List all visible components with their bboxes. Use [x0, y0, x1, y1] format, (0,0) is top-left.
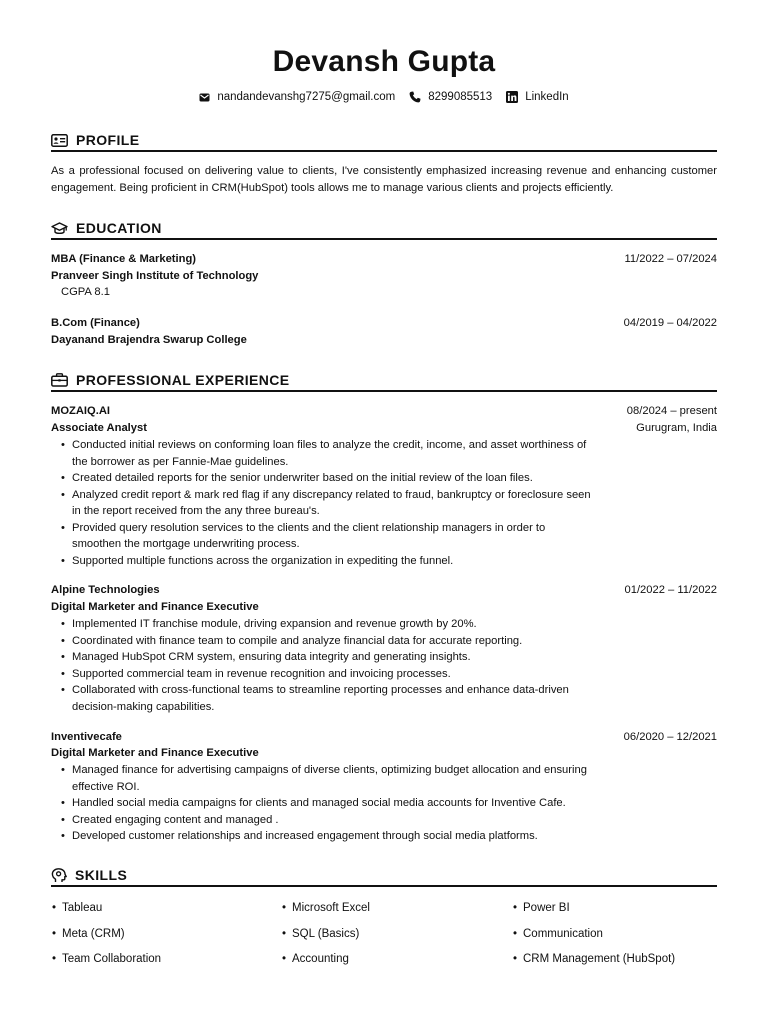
job-location: Gurugram, India	[636, 422, 717, 434]
job-dates: 06/2020 – 12/2021	[623, 731, 717, 743]
company-name: MOZAIQ.AI	[51, 405, 111, 417]
education-school: Pranveer Singh Institute of Technology	[51, 270, 259, 282]
education-section-title: EDUCATION	[76, 220, 162, 236]
list-item: • Collaborated with cross-functional teams to streamline reporting processes and enhance data-driven decision-making capabilities.	[51, 682, 591, 715]
linkedin-link[interactable]: LinkedIn	[525, 91, 569, 103]
list-item: • Managed finance for advertising campaigns of diverse clients, optimizing budget allocation and ensuring effective ROI.	[51, 762, 591, 795]
job-1-bullets	[51, 437, 591, 569]
candidate-name: Devansh Gupta	[272, 45, 496, 78]
list-item: • Conducted initial reviews on conforming loan files to analyze the credit, income, and asset worthiness of the borrower as per Fannie-Mae guidelines.	[51, 437, 591, 470]
experience-section-title: PROFESSIONAL EXPERIENCE	[76, 372, 290, 388]
skill-item: • CRM Management (HubSpot)	[512, 951, 675, 967]
experience-section-header	[51, 370, 717, 392]
list-item: • Analyzed credit report & mark red flag if any discrepancy related to fraud, bankruptcy or foreclosure seen in the report received from the any three bureau's.	[51, 487, 591, 520]
company-name: Alpine Technologies	[51, 584, 160, 596]
education-dates: 04/2019 – 04/2022	[623, 317, 717, 329]
list-item: • Handled social media campaigns for clients and managed social media accounts for Inventive Cafe.	[51, 795, 591, 812]
briefcase-icon	[51, 373, 68, 387]
job-dates: 08/2024 – present	[626, 405, 717, 417]
email-text[interactable]: nandandevanshg7275@gmail.com	[217, 91, 396, 103]
job-dates: 01/2022 – 11/2022	[624, 584, 717, 596]
skill-item: • SQL (Basics)	[281, 926, 359, 942]
list-item: • Created detailed reports for the senior underwriter based on the initial review of the loan files.	[51, 470, 591, 487]
education-degree: B.Com (Finance)	[51, 317, 140, 329]
skills-section-title: SKILLS	[75, 867, 128, 883]
skills-section-header	[51, 865, 717, 887]
skill-item: • Microsoft Excel	[281, 900, 370, 916]
job-role: Digital Marketer and Finance Executive	[51, 747, 259, 759]
company-name: Inventivecafe	[51, 731, 122, 743]
resume-page	[51, 0, 717, 1024]
contact-bar	[51, 91, 717, 103]
list-item: • Developed customer relationships and increased engagement through social media platforms.	[51, 828, 591, 845]
graduation-cap-icon	[51, 222, 68, 235]
skill-item: • Team Collaboration	[51, 951, 161, 967]
education-degree: MBA (Finance & Marketing)	[51, 253, 197, 265]
linkedin-icon	[506, 91, 518, 103]
phone-icon	[409, 91, 421, 103]
phone-text[interactable]: 8299085513	[428, 91, 493, 103]
skill-item: • Power BI	[512, 900, 570, 916]
list-item: • Coordinated with finance team to compile and analyze financial data for accurate reporting.	[51, 633, 591, 650]
skill-item: • Accounting	[281, 951, 349, 967]
education-cgpa: CGPA 8.1	[61, 286, 110, 298]
education-section-header	[51, 218, 717, 240]
list-item: • Implemented IT franchise module, driving expansion and revenue growth by 20%.	[51, 616, 591, 633]
skill-item: • Meta (CRM)	[51, 926, 125, 942]
linkedin-contact[interactable]	[506, 91, 568, 103]
phone-contact[interactable]	[409, 91, 492, 103]
email-icon	[199, 93, 210, 102]
list-item: • Supported multiple functions across the organization in expediting the funnel.	[51, 553, 591, 570]
job-role: Digital Marketer and Finance Executive	[51, 601, 259, 613]
list-item: • Provided query resolution services to the clients and the client relationship managers in order to smoothen the mortgage underwriting process.	[51, 520, 591, 553]
profile-summary: As a professional focused on delivering value to clients, I've consistently emphasized increasing revenue and enhancing customer engagement. Being proficient in CRM(HubSpot) tools allows me to manage various clients and projects efficiently.	[51, 165, 717, 194]
education-school: Dayanand Brajendra Swarup College	[51, 334, 247, 346]
id-card-icon	[51, 134, 68, 147]
job-role: Associate Analyst	[51, 422, 147, 434]
list-item: • Supported commercial team in revenue recognition and invoicing processes.	[51, 666, 591, 683]
skill-item: • Communication	[512, 926, 603, 942]
profile-section-header	[51, 130, 717, 152]
job-2-bullets	[51, 616, 591, 715]
education-dates: 11/2022 – 07/2024	[624, 253, 717, 265]
list-item: • Managed HubSpot CRM system, ensuring data integrity and generating insights.	[51, 649, 591, 666]
profile-section-title: PROFILE	[76, 132, 140, 148]
list-item: • Created engaging content and managed .	[51, 812, 591, 829]
job-3-bullets	[51, 762, 591, 845]
head-gears-icon	[51, 868, 67, 883]
skill-item: • Tableau	[51, 900, 102, 916]
email-contact[interactable]	[199, 91, 395, 103]
